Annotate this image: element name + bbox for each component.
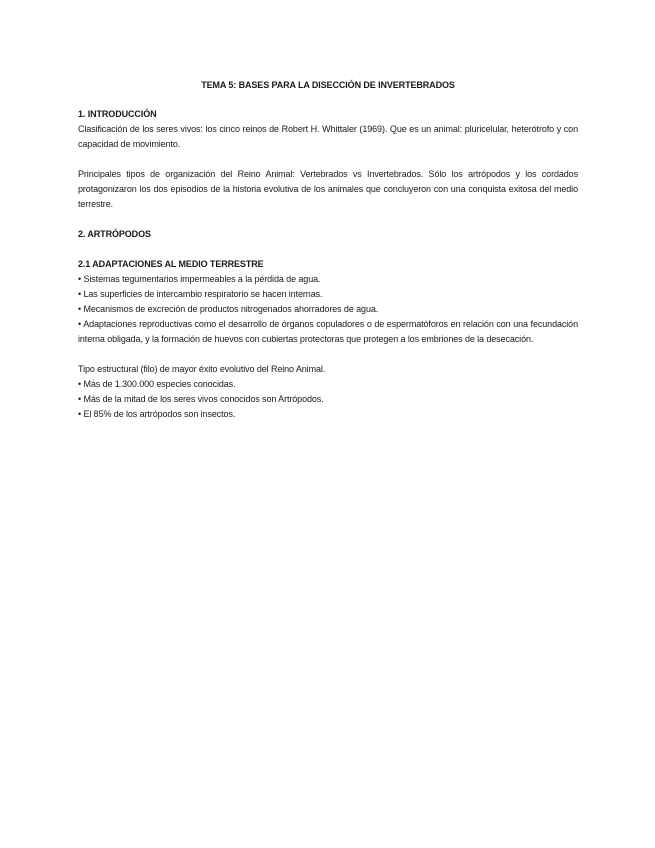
section-heading-arthropods: 2. ARTRÓPODOS — [78, 229, 151, 239]
bullet-icon: • — [78, 304, 82, 314]
spacer — [78, 242, 578, 257]
bullet-icon: • — [78, 274, 82, 284]
intro-paragraph-1: Clasificación de los seres vivos: los cinco reinos de Robert H. Whittaler (1969). Que es un animal: pluricelular, heterótrofo y con capacidad de movimiento. — [78, 124, 578, 149]
spacer — [78, 152, 578, 167]
list-item — [78, 272, 578, 287]
bullet-icon: • — [78, 394, 82, 404]
list-item — [78, 302, 578, 317]
list-item-text: Más de 1.300.000 especies conocidas. — [83, 379, 236, 389]
list-item-text: Sistemas tegumentarios impermeables a la pérdida de agua. — [83, 274, 321, 284]
spacer — [78, 347, 578, 362]
bullet-icon: • — [78, 409, 82, 419]
list-item — [78, 377, 578, 392]
bullet-icon: • — [78, 379, 82, 389]
intro-paragraph-2: Principales tipos de organización del Reino Animal: Vertebrados vs Invertebrados. Sólo los artrópodos y los cordados protagonizaron los dos episodios de la historia evolutiva de los animales que concluyeron con una conquista exitosa del medio terrestre. — [78, 169, 578, 209]
document-body — [78, 79, 578, 422]
success-list — [78, 377, 578, 422]
list-item — [78, 407, 578, 422]
list-item — [78, 317, 578, 347]
list-item-text: Adaptaciones reproductivas como el desarrollo de órganos copuladores o de espermatóforos en relación con una fecundación interna obligada, y la formación de huevos con cubiertas protectoras que protegen a los embriones de la desecación. — [78, 319, 578, 344]
spacer — [78, 212, 578, 227]
list-item-text: Las superficies de intercambio respiratorio se hacen internas. — [83, 289, 323, 299]
document-title: TEMA 5: BASES PARA LA DISECCIÓN DE INVERTEBRADOS — [201, 80, 455, 90]
bullet-icon: • — [78, 319, 82, 329]
list-item — [78, 287, 578, 302]
section-heading-intro: 1. INTRODUCCIÓN — [78, 109, 157, 119]
list-item — [78, 392, 578, 407]
list-item-text: Mecanismos de excreción de productos nitrogenados ahorradores de agua. — [83, 304, 379, 314]
bullet-icon: • — [78, 289, 82, 299]
adaptations-list — [78, 272, 578, 347]
section-heading-adaptations: 2.1 ADAPTACIONES AL MEDIO TERRESTRE — [78, 259, 264, 269]
success-intro: Tipo estructural (filo) de mayor éxito evolutivo del Reino Animal. — [78, 364, 326, 374]
list-item-text: Más de la mitad de los seres vivos conocidos son Artrópodos. — [83, 394, 324, 404]
list-item-text: El 85% de los artrópodos son insectos. — [83, 409, 236, 419]
